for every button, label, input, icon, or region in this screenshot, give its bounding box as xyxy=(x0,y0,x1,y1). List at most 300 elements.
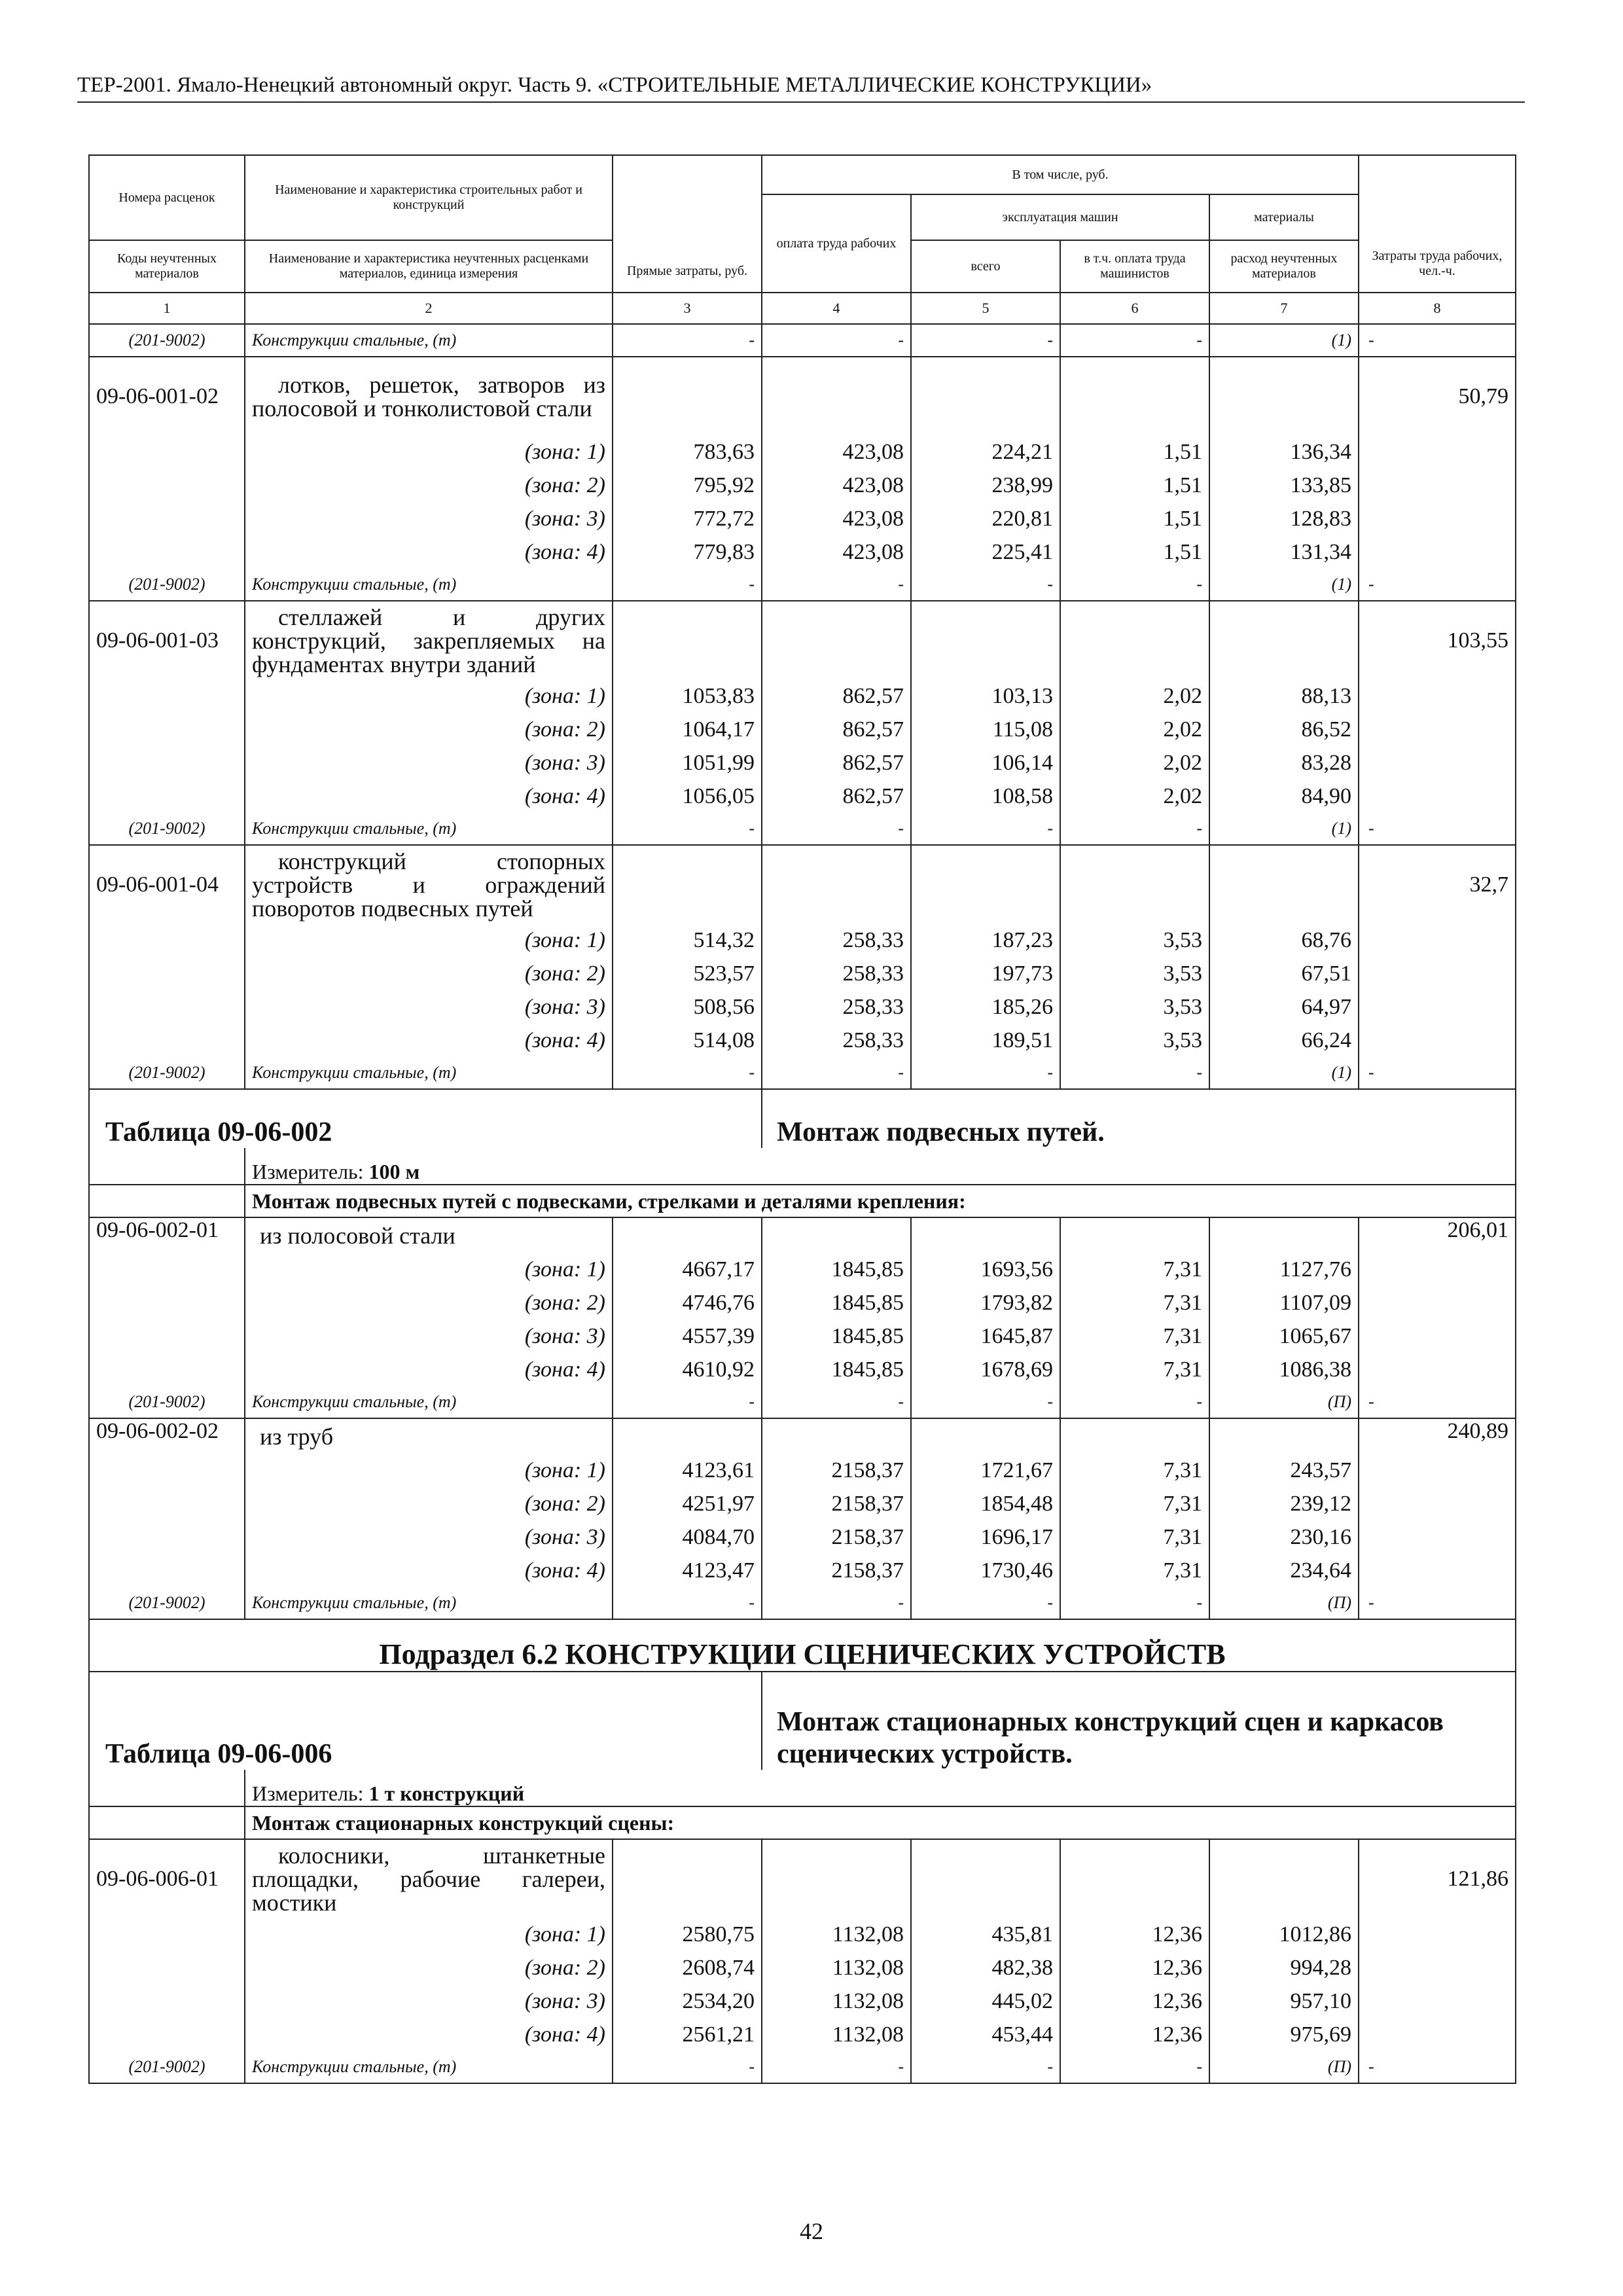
zone-value: 258,33 xyxy=(762,957,911,990)
zone-label: (зона: 2) xyxy=(245,713,613,746)
zone-row xyxy=(89,924,1516,957)
zone-label: (зона: 4) xyxy=(245,535,613,569)
zone-row xyxy=(89,535,1516,569)
zone-value: 68,76 xyxy=(1209,924,1359,957)
zone-value: 1012,86 xyxy=(1209,1918,1359,1951)
zone-value: 187,23 xyxy=(911,924,1060,957)
zone-label: (зона: 2) xyxy=(245,957,613,990)
material-dash: - xyxy=(1060,1057,1209,1089)
zone-value: 258,33 xyxy=(762,990,911,1024)
zone-value: 514,32 xyxy=(613,924,762,957)
item-labor: 32,7 xyxy=(1359,845,1516,924)
material-quantity: (1) xyxy=(1209,1057,1359,1089)
zone-value: 7,31 xyxy=(1060,1253,1209,1286)
material-dash: - xyxy=(911,813,1060,845)
zone-value: 1107,09 xyxy=(1209,1286,1359,1319)
material-labor-dash: - xyxy=(1359,1386,1516,1418)
item-code: 09-06-006-01 xyxy=(89,1839,245,1918)
material-code: (201-9002) xyxy=(89,2051,245,2083)
material-code: (201-9002) xyxy=(89,813,245,845)
zone-row xyxy=(89,502,1516,535)
zone-value: 423,08 xyxy=(762,435,911,469)
column-number: 1 xyxy=(89,293,245,324)
table-name: Монтаж стационарных конструкций сцен и каркасов сценических устройств. xyxy=(762,1672,1516,1770)
material-name: Конструкции стальные, (т) xyxy=(245,1386,613,1418)
meter-value: 1 т конструкций xyxy=(368,1782,525,1805)
material-dash: - xyxy=(911,324,1060,357)
table-body-09-06-006 xyxy=(89,1619,1516,2083)
zone-value: 7,31 xyxy=(1060,1353,1209,1386)
meter-value: 100 м xyxy=(368,1160,420,1183)
group-title: Монтаж стационарных конструкций сцены: xyxy=(245,1806,1516,1839)
zone-row xyxy=(89,435,1516,469)
zone-value: 86,52 xyxy=(1209,713,1359,746)
zone-value: 779,83 xyxy=(613,535,762,569)
zone-value: 238,99 xyxy=(911,469,1060,502)
material-labor-dash: - xyxy=(1359,569,1516,601)
meter-label: Измеритель: xyxy=(252,1782,369,1805)
material-code: (201-9002) xyxy=(89,569,245,601)
material-dash: - xyxy=(762,1057,911,1089)
item-labor: 206,01 xyxy=(1359,1217,1516,1253)
material-dash: - xyxy=(613,324,762,357)
material-dash: - xyxy=(1060,324,1209,357)
zone-value: 84,90 xyxy=(1209,780,1359,813)
zone-label: (зона: 4) xyxy=(245,780,613,813)
zone-value: 1696,17 xyxy=(911,1520,1060,1554)
zone-value: 2,02 xyxy=(1060,713,1209,746)
zone-value: 7,31 xyxy=(1060,1319,1209,1353)
material-labor-dash: - xyxy=(1359,1057,1516,1089)
zone-label: (зона: 3) xyxy=(245,1319,613,1353)
zone-value: 83,28 xyxy=(1209,746,1359,780)
zone-value: 772,72 xyxy=(613,502,762,535)
zone-value: 7,31 xyxy=(1060,1520,1209,1554)
zone-value: 220,81 xyxy=(911,502,1060,535)
zone-value: 12,36 xyxy=(1060,1984,1209,2018)
zone-value: 1132,08 xyxy=(762,1951,911,1984)
meter xyxy=(245,1770,1516,1806)
material-dash: - xyxy=(911,1587,1060,1619)
material-row xyxy=(89,1587,1516,1619)
column-number: 2 xyxy=(245,293,613,324)
zone-value: 862,57 xyxy=(762,746,911,780)
zone-value: 862,57 xyxy=(762,780,911,813)
zone-value: 1086,38 xyxy=(1209,1353,1359,1386)
material-labor-dash: - xyxy=(1359,813,1516,845)
zone-value: 795,92 xyxy=(613,469,762,502)
zone-value: 258,33 xyxy=(762,1024,911,1057)
zone-value: 1132,08 xyxy=(762,2018,911,2051)
zone-value: 862,57 xyxy=(762,679,911,713)
zone-value: 7,31 xyxy=(1060,1554,1209,1587)
zone-row xyxy=(89,746,1516,780)
zone-value: 957,10 xyxy=(1209,1984,1359,2018)
table-body-09-06-002 xyxy=(89,1089,1516,1619)
material-dash: - xyxy=(762,813,911,845)
material-labor-dash: - xyxy=(1359,2051,1516,2083)
zone-label: (зона: 3) xyxy=(245,746,613,780)
item-labor: 50,79 xyxy=(1359,357,1516,435)
zone-value: 1845,85 xyxy=(762,1353,911,1386)
col2-bottom-header: Наименование и характеристика неучтенных расценками материалов, единица измерения xyxy=(245,240,613,293)
item-code: 09-06-002-02 xyxy=(89,1418,245,1454)
zone-label: (зона: 2) xyxy=(245,469,613,502)
zone-label: (зона: 1) xyxy=(245,1454,613,1487)
zone-value: 4251,97 xyxy=(613,1487,762,1520)
zone-label: (зона: 1) xyxy=(245,435,613,469)
zone-row xyxy=(89,679,1516,713)
zone-value: 1065,67 xyxy=(1209,1319,1359,1353)
zone-row xyxy=(89,1984,1516,2018)
column-numbers xyxy=(89,293,1516,324)
zone-value: 4123,61 xyxy=(613,1454,762,1487)
zone-value: 7,31 xyxy=(1060,1454,1209,1487)
zone-row xyxy=(89,1024,1516,1057)
zone-value: 67,51 xyxy=(1209,957,1359,990)
col4-header: оплата труда рабочих xyxy=(762,194,911,293)
zone-label: (зона: 4) xyxy=(245,2018,613,2051)
zone-value: 1793,82 xyxy=(911,1286,1060,1319)
zone-value: 1854,48 xyxy=(911,1487,1060,1520)
item-row xyxy=(89,601,1516,679)
item-code: 09-06-001-04 xyxy=(89,845,245,924)
col2-top-header: Наименование и характеристика строительных работ и конструкций xyxy=(245,155,613,240)
item-description: из полосовой стали xyxy=(245,1217,613,1253)
item-row xyxy=(89,1839,1516,1918)
zone-value: 131,34 xyxy=(1209,535,1359,569)
material-name: Конструкции стальные, (т) xyxy=(245,569,613,601)
material-quantity: (1) xyxy=(1209,813,1359,845)
col3-header: Прямые затраты, руб. xyxy=(613,155,762,293)
zone-value: 2,02 xyxy=(1060,679,1209,713)
zone-value: 3,53 xyxy=(1060,990,1209,1024)
material-name: Конструкции стальные, (т) xyxy=(245,1057,613,1089)
material-dash: - xyxy=(1060,569,1209,601)
zone-value: 523,57 xyxy=(613,957,762,990)
material-name: Конструкции стальные, (т) xyxy=(245,2051,613,2083)
column-number: 4 xyxy=(762,293,911,324)
zone-value: 230,16 xyxy=(1209,1520,1359,1554)
zone-value: 482,38 xyxy=(911,1951,1060,1984)
group-row xyxy=(89,1185,1516,1217)
material-name: Конструкции стальные, (т) xyxy=(245,813,613,845)
including-header: В том числе, руб. xyxy=(762,155,1359,194)
item-description: стеллажей и других конструкций, закрепляемых на фундаментах внутри зданий xyxy=(245,601,613,679)
material-dash: - xyxy=(613,569,762,601)
zone-label: (зона: 1) xyxy=(245,1253,613,1286)
item-description: колосники, штанкетные площадки, рабочие галереи, мостики xyxy=(245,1839,613,1918)
zone-value: 1,51 xyxy=(1060,435,1209,469)
col7-header: расход неучтенных материалов xyxy=(1209,240,1359,293)
zone-value: 234,64 xyxy=(1209,1554,1359,1587)
material-row xyxy=(89,569,1516,601)
material-dash: - xyxy=(911,569,1060,601)
material-dash: - xyxy=(613,1587,762,1619)
item-labor: 103,55 xyxy=(1359,601,1516,679)
material-dash: - xyxy=(762,1386,911,1418)
zone-value: 1678,69 xyxy=(911,1353,1060,1386)
subsection-row xyxy=(89,1619,1516,1672)
zone-value: 4557,39 xyxy=(613,1319,762,1353)
zone-value: 4746,76 xyxy=(613,1286,762,1319)
zone-value: 2580,75 xyxy=(613,1918,762,1951)
material-dash: - xyxy=(911,1386,1060,1418)
zone-value: 1053,83 xyxy=(613,679,762,713)
zone-value: 88,13 xyxy=(1209,679,1359,713)
item-row xyxy=(89,1418,1516,1454)
zone-value: 4667,17 xyxy=(613,1253,762,1286)
zone-value: 1132,08 xyxy=(762,1918,911,1951)
table-title-row xyxy=(89,1672,1516,1770)
material-dash: - xyxy=(911,1057,1060,1089)
zone-value: 115,08 xyxy=(911,713,1060,746)
material-dash: - xyxy=(1060,2051,1209,2083)
material-labor-dash: - xyxy=(1359,1587,1516,1619)
page-number: 42 xyxy=(800,2218,823,2244)
material-row xyxy=(89,1386,1516,1418)
material-row xyxy=(89,813,1516,845)
material-quantity: (1) xyxy=(1209,569,1359,601)
material-dash: - xyxy=(1060,1587,1209,1619)
zone-row xyxy=(89,1520,1516,1554)
zone-value: 2561,21 xyxy=(613,2018,762,2051)
zone-row xyxy=(89,1951,1516,1984)
zone-value: 1132,08 xyxy=(762,1984,911,2018)
zone-value: 3,53 xyxy=(1060,957,1209,990)
zone-value: 108,58 xyxy=(911,780,1060,813)
zone-value: 128,83 xyxy=(1209,502,1359,535)
zone-value: 423,08 xyxy=(762,535,911,569)
zone-value: 975,69 xyxy=(1209,2018,1359,2051)
zone-value: 435,81 xyxy=(911,1918,1060,1951)
material-dash: - xyxy=(762,569,911,601)
zone-row xyxy=(89,2018,1516,2051)
zone-value: 64,97 xyxy=(1209,990,1359,1024)
zone-value: 4084,70 xyxy=(613,1520,762,1554)
zone-value: 783,63 xyxy=(613,435,762,469)
zone-value: 224,21 xyxy=(911,435,1060,469)
zone-row xyxy=(89,990,1516,1024)
material-code: (201-9002) xyxy=(89,1386,245,1418)
zone-value: 133,85 xyxy=(1209,469,1359,502)
item-labor: 121,86 xyxy=(1359,1839,1516,1918)
material-row xyxy=(89,324,1516,357)
material-code: (201-9002) xyxy=(89,1587,245,1619)
zone-value: 2534,20 xyxy=(613,1984,762,2018)
zone-value: 508,56 xyxy=(613,990,762,1024)
item-row xyxy=(89,1217,1516,1253)
item-labor: 240,89 xyxy=(1359,1418,1516,1454)
material-dash: - xyxy=(762,2051,911,2083)
column-number: 3 xyxy=(613,293,762,324)
zone-value: 103,13 xyxy=(911,679,1060,713)
zone-value: 7,31 xyxy=(1060,1487,1209,1520)
material-dash: - xyxy=(613,2051,762,2083)
zone-value: 12,36 xyxy=(1060,2018,1209,2051)
zone-value: 1845,85 xyxy=(762,1253,911,1286)
col1-top-header: Номера расценок xyxy=(89,155,245,240)
materials-header: материалы xyxy=(1209,194,1359,240)
zone-value: 453,44 xyxy=(911,2018,1060,2051)
col6-header: в т.ч. оплата труда машинистов xyxy=(1060,240,1209,293)
material-name: Конструкции стальные, (т) xyxy=(245,1587,613,1619)
zone-row xyxy=(89,469,1516,502)
group-title: Монтаж подвесных путей с подвесками, стрелками и деталями крепления: xyxy=(245,1185,1516,1217)
zone-value: 197,73 xyxy=(911,957,1060,990)
zone-value: 189,51 xyxy=(911,1024,1060,1057)
zone-value: 1,51 xyxy=(1060,535,1209,569)
zone-row xyxy=(89,1918,1516,1951)
material-quantity: (1) xyxy=(1209,324,1359,357)
price-table xyxy=(88,154,1516,2084)
meter-label: Измеритель: xyxy=(252,1160,369,1183)
zone-value: 2158,37 xyxy=(762,1554,911,1587)
zone-row xyxy=(89,1286,1516,1319)
table-title-row xyxy=(89,1089,1516,1148)
material-dash: - xyxy=(911,2051,1060,2083)
meter-row xyxy=(89,1148,1516,1185)
zone-value: 12,36 xyxy=(1060,1951,1209,1984)
zone-value: 2,02 xyxy=(1060,746,1209,780)
zone-value: 1845,85 xyxy=(762,1319,911,1353)
meter xyxy=(245,1148,1516,1185)
zone-value: 1845,85 xyxy=(762,1286,911,1319)
zone-value: 1,51 xyxy=(1060,502,1209,535)
zone-value: 225,41 xyxy=(911,535,1060,569)
zone-row xyxy=(89,1454,1516,1487)
machines-header: эксплуатация машин xyxy=(911,194,1209,240)
meter-row xyxy=(89,1770,1516,1806)
table-head xyxy=(89,155,1516,324)
zone-value: 1,51 xyxy=(1060,469,1209,502)
zone-label: (зона: 1) xyxy=(245,1918,613,1951)
zone-label: (зона: 3) xyxy=(245,1520,613,1554)
zone-label: (зона: 2) xyxy=(245,1951,613,1984)
zone-value: 1056,05 xyxy=(613,780,762,813)
material-dash: - xyxy=(613,813,762,845)
zone-value: 2608,74 xyxy=(613,1951,762,1984)
zone-label: (зона: 1) xyxy=(245,924,613,957)
zone-row xyxy=(89,1253,1516,1286)
material-labor-dash: - xyxy=(1359,324,1516,357)
col5-header: всего xyxy=(911,240,1060,293)
zone-value: 106,14 xyxy=(911,746,1060,780)
zone-value: 243,57 xyxy=(1209,1454,1359,1487)
zone-value: 514,08 xyxy=(613,1024,762,1057)
material-dash: - xyxy=(762,1587,911,1619)
material-code: (201-9002) xyxy=(89,324,245,357)
zone-value: 12,36 xyxy=(1060,1918,1209,1951)
zone-label: (зона: 2) xyxy=(245,1487,613,1520)
zone-value: 185,26 xyxy=(911,990,1060,1024)
item-row xyxy=(89,357,1516,435)
zone-row xyxy=(89,713,1516,746)
zone-row xyxy=(89,1353,1516,1386)
zone-value: 3,53 xyxy=(1060,924,1209,957)
col1-bottom-header: Коды неучтенных материалов xyxy=(89,240,245,293)
material-dash: - xyxy=(762,324,911,357)
zone-value: 862,57 xyxy=(762,713,911,746)
zone-value: 1127,76 xyxy=(1209,1253,1359,1286)
subsection-title: Подраздел 6.2 КОНСТРУКЦИИ СЦЕНИЧЕСКИХ УСТРОЙСТВ xyxy=(89,1619,1516,1672)
zone-value: 2158,37 xyxy=(762,1454,911,1487)
table-title: Таблица 09-06-006 xyxy=(89,1672,762,1770)
zone-label: (зона: 4) xyxy=(245,1554,613,1587)
zone-value: 2,02 xyxy=(1060,780,1209,813)
material-dash: - xyxy=(613,1057,762,1089)
item-description: лотков, решеток, затворов из полосовой и тонколистовой стали xyxy=(245,357,613,435)
material-name: Конструкции стальные, (т) xyxy=(245,324,613,357)
column-number: 5 xyxy=(911,293,1060,324)
item-row xyxy=(89,845,1516,924)
item-description: из труб xyxy=(245,1418,613,1454)
zone-value: 1721,67 xyxy=(911,1454,1060,1487)
zone-value: 1730,46 xyxy=(911,1554,1060,1587)
item-code: 09-06-002-01 xyxy=(89,1217,245,1253)
zone-value: 3,53 xyxy=(1060,1024,1209,1057)
zone-label: (зона: 3) xyxy=(245,990,613,1024)
zone-label: (зона: 3) xyxy=(245,1984,613,2018)
zone-value: 66,24 xyxy=(1209,1024,1359,1057)
zone-value: 2158,37 xyxy=(762,1487,911,1520)
zone-value: 445,02 xyxy=(911,1984,1060,2018)
zone-value: 423,08 xyxy=(762,469,911,502)
material-dash: - xyxy=(1060,1386,1209,1418)
zone-label: (зона: 3) xyxy=(245,502,613,535)
zone-label: (зона: 1) xyxy=(245,679,613,713)
zone-value: 1051,99 xyxy=(613,746,762,780)
table-name: Монтаж подвесных путей. xyxy=(762,1089,1516,1148)
column-number: 6 xyxy=(1060,293,1209,324)
zone-value: 1693,56 xyxy=(911,1253,1060,1286)
zone-value: 136,34 xyxy=(1209,435,1359,469)
zone-row xyxy=(89,1319,1516,1353)
material-row xyxy=(89,2051,1516,2083)
zone-row xyxy=(89,957,1516,990)
zone-value: 994,28 xyxy=(1209,1951,1359,1984)
zone-row xyxy=(89,780,1516,813)
zone-value: 4123,47 xyxy=(613,1554,762,1587)
material-quantity: (П) xyxy=(1209,2051,1359,2083)
material-quantity: (П) xyxy=(1209,1386,1359,1418)
group-row xyxy=(89,1806,1516,1839)
zone-value: 258,33 xyxy=(762,924,911,957)
table-body-09-06-001 xyxy=(89,324,1516,1089)
col8-header: Затраты труда рабочих, чел.-ч. xyxy=(1359,155,1516,293)
material-dash: - xyxy=(1060,813,1209,845)
zone-value: 239,12 xyxy=(1209,1487,1359,1520)
zone-row xyxy=(89,1554,1516,1587)
zone-label: (зона: 2) xyxy=(245,1286,613,1319)
item-description: конструкций стопорных устройств и ограждений поворотов подвесных путей xyxy=(245,845,613,924)
material-code: (201-9002) xyxy=(89,1057,245,1089)
zone-label: (зона: 4) xyxy=(245,1353,613,1386)
zone-value: 423,08 xyxy=(762,502,911,535)
zone-row xyxy=(89,1487,1516,1520)
table-title: Таблица 09-06-002 xyxy=(89,1089,762,1148)
zone-label: (зона: 4) xyxy=(245,1024,613,1057)
running-header: ТЕР-2001. Ямало-Ненецкий автономный округ. Часть 9. «СТРОИТЕЛЬНЫЕ МЕТАЛЛИЧЕСКИЕ КОНСТРУКЦИИ» xyxy=(77,73,1525,103)
item-code: 09-06-001-02 xyxy=(89,357,245,435)
material-row xyxy=(89,1057,1516,1089)
material-dash: - xyxy=(613,1386,762,1418)
zone-value: 1064,17 xyxy=(613,713,762,746)
zone-value: 1645,87 xyxy=(911,1319,1060,1353)
zone-value: 4610,92 xyxy=(613,1353,762,1386)
column-number: 7 xyxy=(1209,293,1359,324)
column-number: 8 xyxy=(1359,293,1516,324)
